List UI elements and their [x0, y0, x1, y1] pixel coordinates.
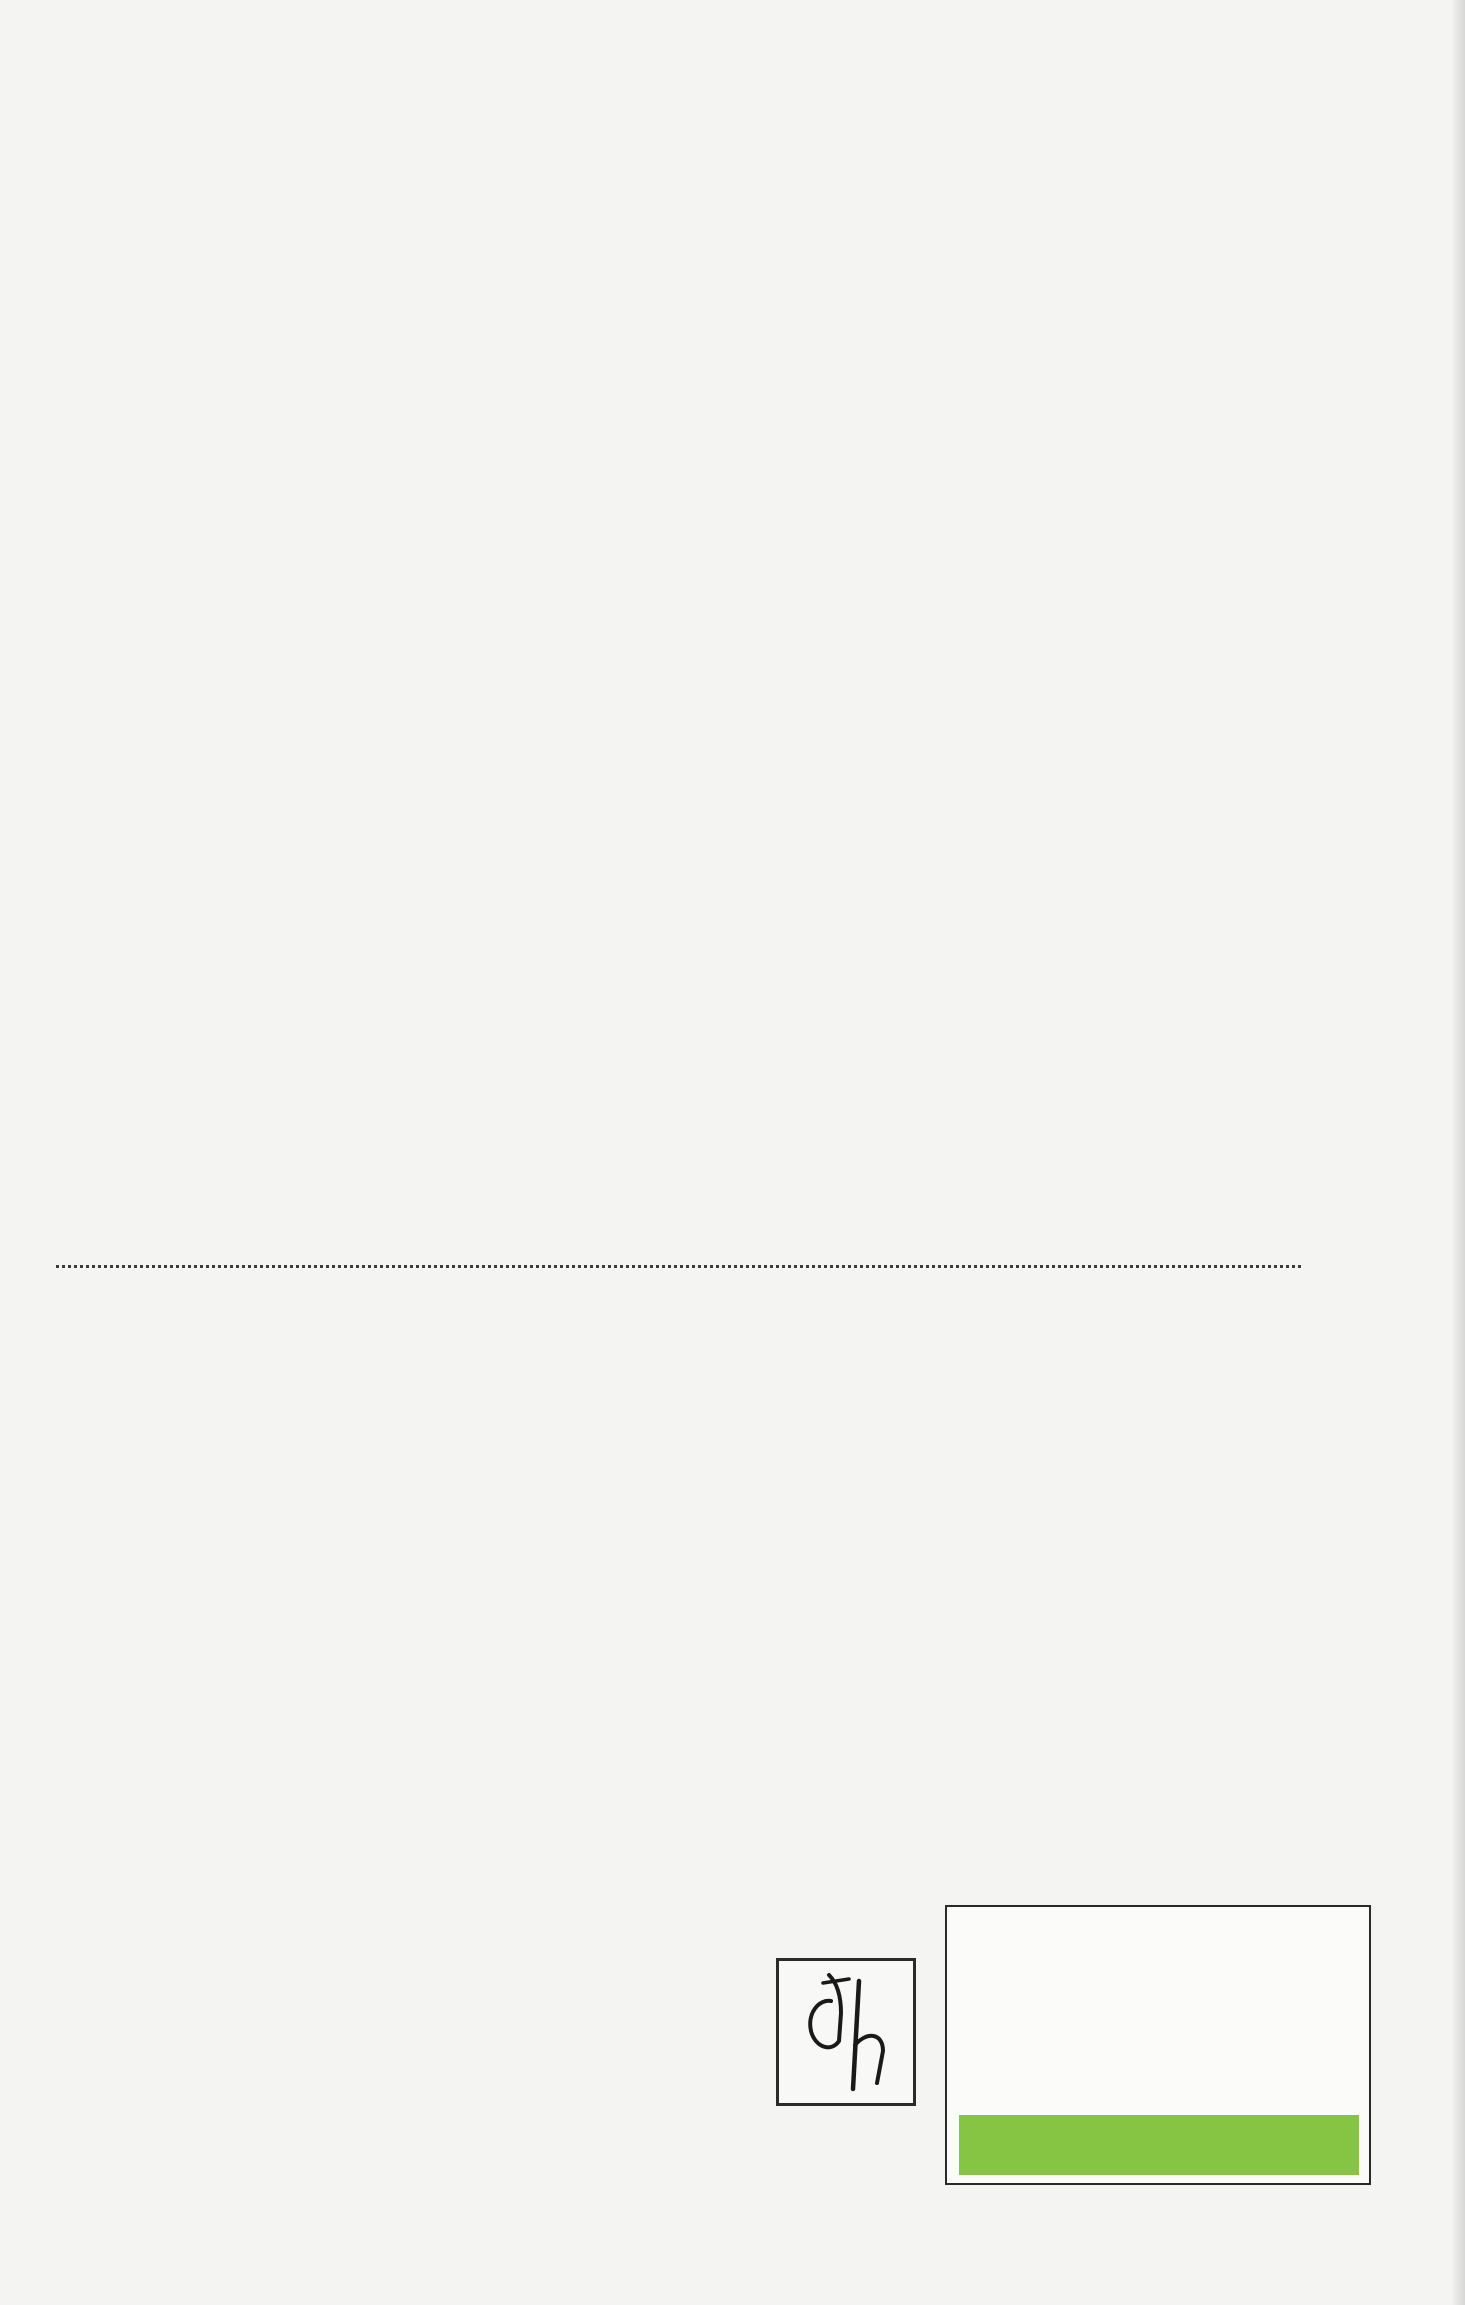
- back-cover-blurb: [56, 178, 1301, 200]
- publisher-logo-icon: [779, 1961, 913, 2103]
- barcode-label: [945, 1905, 1371, 2185]
- barcode-icon: [999, 1953, 1329, 2061]
- publisher-logo: [776, 1958, 916, 2106]
- dotted-divider: [56, 1265, 1301, 1268]
- page-edge-shadow: [1451, 0, 1465, 2305]
- price-band: [959, 2115, 1359, 2175]
- qr-code-icon: [598, 1958, 744, 2104]
